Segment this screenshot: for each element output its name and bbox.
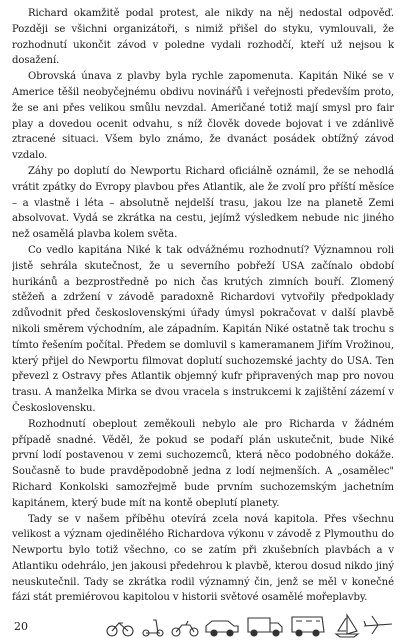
paragraph: Rozhodnutí obeplout zeměkouli nebylo ale pro Richarda v žádném případě snadné. Věděl, že pokud se podaří plán uskutečnit, bude Niké první lodí postavenou v zemi suchozemců, která něco podobného dokáže. Současně to bude pravděpodobně jedna z lodí nejmenších. A „osamělec" Richard Konkolski samozřejmě bude prvním suchozemským jachetním kapitánem, který bude mít na kontě obeplutí planety. [12, 418, 394, 509]
page-text [12, 6, 394, 602]
paragraph: Tady se v našem příběhu otevírá zcela nová kapitola. Přes všechnu velikost a význam ojedinělého Richardova výkonu v závodě z Plymouthu do Newportu bylo totiž všechno, co se zatím při zkušebních plavbách a v Atlantiku odehrálo, jen jakousi předehrou k plavbě, kterou dosud nikdo jiný neuskutečnil. Tady se zkrátka rodil významný čin, jenž se měl v konečné fázi stát premiérovou kapitolou v historii světové osamělé mořeplavby. [12, 513, 394, 602]
paragraph: Obrovská únava z plavby byla rychle zapomenuta. Kapitán Niké se v Americe těšil neobyčejnému obdivu novinářů i veřejnosti především proto, že se ani přes velikou smůlu nevzdal. Američané totiž mají smysl pro fair play a dovedou ocenit odvahu, s níž člověk dovede bojovat i ve zdánlivě ztracené situaci. Všem bylo známo, že dvanáct posádek obtížný závod vzdalo. [12, 71, 394, 162]
vehicles-illustration-icon [102, 612, 394, 638]
page-number: 20 [14, 620, 28, 633]
paragraph: Co vedlo kapitána Niké k tak odvážnému rozhodnutí? Významnou roli jistě sehrála skutečnost, že u severního pobřeží USA začínalo období hurikánů a bezprostředně po nich čas krutých zimních bouří. Zlomený stěžeň a zdržení v závodě paradoxně Richardovi vytvořily předpoklady zdůvodnit před československými úřady úmysl pokračovat v další plavbě nikoli směrem východním, ale západním. Kapitán Niké ostatně tak trochu s tímto řešením počítal. Předem se domluvil s kameramanem Jiřím Vrožinou, který přijel do Newportu filmovat doplutí suchozemské jachty do USA. Ten převezl z Ostravy přes Atlantik objemný kufr připravených map pro novou trasu. A manželka Mirka se dvou vracela s instrukcemi k zajištění zázemí v Československu. [12, 244, 394, 414]
page-footer [0, 608, 404, 640]
paragraph: Záhy po doplutí do Newportu Richard oficiálně oznámil, že se nehodlá vrátit zpátky do Evropy plavbou přes Atlantik, ale že zvolí pro příští měsíce – a vlastně i léta – absolutně nejdelší trasu, jakou lze na planetě Zemi absolvovat. Vydá se zkrátka na cestu, jejímž výsledkem nebude nic jiného než osamělá plavba kolem světa. [12, 165, 394, 241]
paragraph: Richard okamžitě podal protest, ale nikdy na něj nedostal odpověď. Později se všichni organizátoři, s nimiž přišel do styku, vymlouvali, že rozhodnutí ukončit závod v poledne vydali rozhodčí, kteří už nejsou k dosažení. [12, 8, 394, 67]
